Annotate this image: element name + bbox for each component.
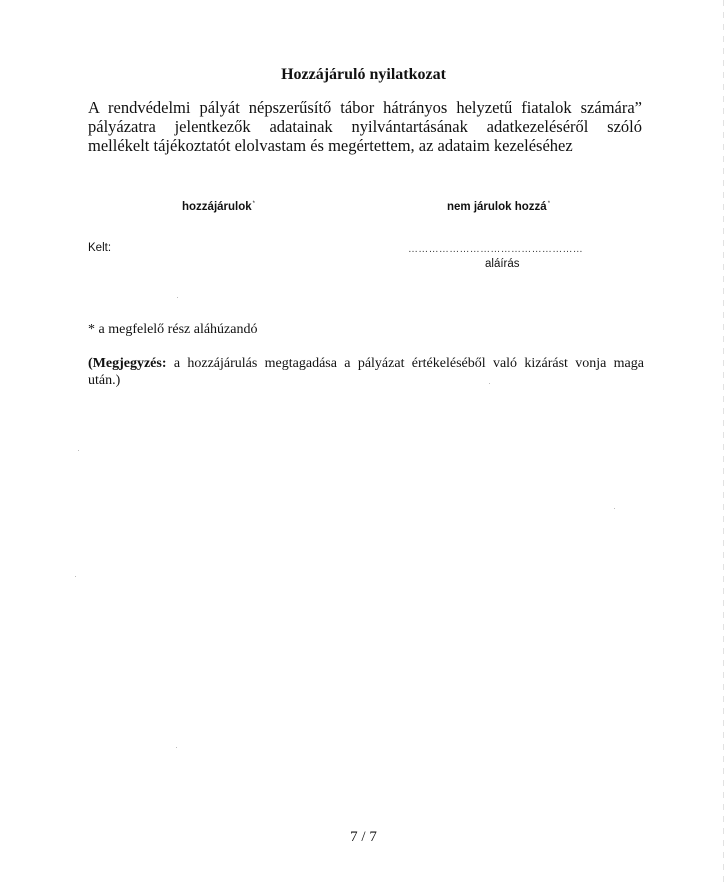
kelt-label: Kelt:	[88, 242, 112, 254]
option-marker: *	[252, 201, 255, 207]
scan-speck	[489, 383, 490, 384]
scan-speck	[75, 576, 76, 577]
consent-paragraph	[88, 98, 642, 155]
option-disagree-label: nem járulok hozzá	[447, 201, 547, 213]
scan-speck	[176, 747, 177, 748]
document-title: Hozzájáruló nyilatkozat	[281, 66, 446, 83]
option-agree-label: hozzájárulok	[182, 201, 252, 213]
paragraph-line: A rendvédelmi pályát népszerűsítő tábor hátrányos helyzetű fiatalok számára”	[88, 98, 642, 117]
option-agree[interactable]	[182, 201, 255, 213]
note-line: után.)	[88, 373, 121, 388]
option-marker: *	[547, 201, 551, 207]
note-text: a hozzájárulás megtagadása a pályázat értékeléséből való kizárást vonja maga	[166, 356, 644, 371]
note-line	[88, 355, 644, 372]
paragraph-line: pályázatra jelentkezők adatainak nyilvántartásának adatkezeléséről szóló	[88, 117, 642, 136]
paragraph-line: mellékelt tájékoztatót elolvastam és megértettem, az adataim kezeléséhez	[88, 136, 573, 155]
scan-speck	[78, 450, 79, 451]
footnote: * a megfelelő rész aláhúzandó	[88, 322, 258, 337]
scan-speck	[177, 297, 178, 298]
scan-edge	[723, 0, 724, 884]
signature-label: aláírás	[485, 258, 520, 270]
note	[88, 355, 644, 389]
signature-line: ……………………………………………	[408, 244, 584, 255]
scan-speck	[614, 508, 615, 509]
note-bold-label: (Megjegyzés:	[88, 356, 167, 371]
option-disagree[interactable]	[447, 201, 550, 213]
page-number: 7 / 7	[350, 829, 377, 845]
